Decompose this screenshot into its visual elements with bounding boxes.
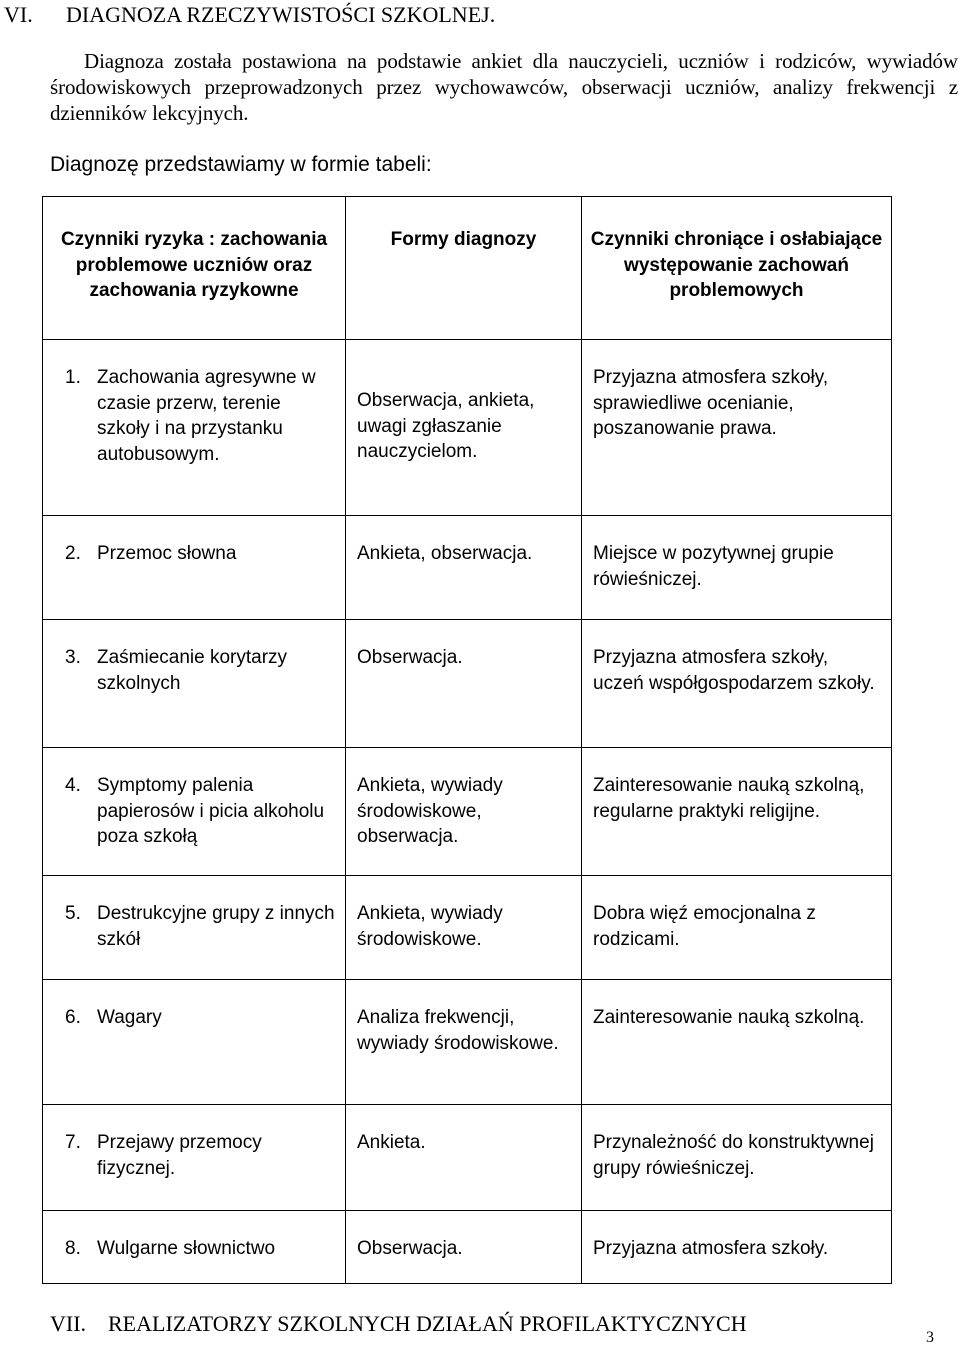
row-number: 7.: [65, 1132, 81, 1153]
next-section-heading: [50, 1311, 747, 1337]
row-number: 4.: [65, 775, 81, 796]
protect-cell: [582, 516, 892, 620]
risk-cell: [43, 876, 346, 980]
form-text: Ankieta, obserwacja.: [357, 543, 533, 564]
form-cell: [346, 620, 582, 748]
risk-cell: [43, 340, 346, 516]
protect-cell: [582, 876, 892, 980]
form-text: Obserwacja.: [357, 1238, 463, 1259]
form-cell: [346, 876, 582, 980]
form-text: Obserwacja, ankieta, uwagi zgłaszanie nauczycielom.: [357, 390, 535, 462]
diagnosis-table: [42, 196, 892, 1284]
row-number: 8.: [65, 1238, 81, 1259]
risk-text: Wulgarne słownictwo: [97, 1238, 276, 1259]
row-number: 1.: [65, 367, 81, 388]
risk-cell: [43, 980, 346, 1105]
header-protective-factors: Czynniki chroniące i osłabiające występowanie zachowań problemowych: [582, 197, 892, 340]
risk-text: Zachowania agresywne w czasie przerw, terenie szkoły i na przystanku autobusowym.: [97, 367, 316, 465]
protect-text: Zainteresowanie nauką szkolną, regularne praktyki religijne.: [593, 775, 865, 822]
next-section-title: REALIZATORZY SZKOLNYCH DZIAŁAŃ PROFILAKTYCZNYCH: [108, 1311, 747, 1336]
protect-cell: [582, 620, 892, 748]
risk-text: Zaśmiecanie korytarzy szkolnych: [97, 647, 288, 694]
page-number: 3: [926, 1329, 934, 1346]
section-heading: [4, 2, 495, 28]
protect-text: Dobra więź emocjonalna z rodzicami.: [593, 903, 816, 950]
form-text: Obserwacja.: [357, 647, 463, 668]
table-row: [43, 340, 892, 516]
protect-cell: [582, 1105, 892, 1211]
form-text: Ankieta.: [357, 1132, 426, 1153]
table-row: [43, 620, 892, 748]
risk-cell: [43, 1105, 346, 1211]
protect-text: Przyjazna atmosfera szkoły.: [593, 1238, 829, 1259]
protect-cell: [582, 980, 892, 1105]
risk-cell: [43, 748, 346, 876]
section-number: VI.: [4, 2, 33, 27]
table-row: [43, 980, 892, 1105]
table-row: [43, 1105, 892, 1211]
header-risk-factors: Czynniki ryzyka : zachowania problemowe uczniów oraz zachowania ryzykowne: [43, 197, 346, 340]
row-number: 3.: [65, 647, 81, 668]
form-cell: [346, 980, 582, 1105]
form-cell: [346, 340, 582, 516]
protect-text: Przyjazna atmosfera szkoły, uczeń współgospodarzem szkoły.: [593, 647, 875, 694]
risk-cell: [43, 516, 346, 620]
risk-text: Symptomy palenia papierosów i picia alkoholu poza szkołą: [97, 775, 325, 847]
protect-cell: [582, 340, 892, 516]
protect-cell: [582, 748, 892, 876]
row-number: 2.: [65, 543, 81, 564]
risk-text: Przemoc słowna: [97, 543, 237, 564]
protect-text: Przyjazna atmosfera szkoły, sprawiedliwe ocenianie, poszanowanie prawa.: [593, 367, 829, 439]
protect-text: Miejsce w pozytywnej grupie rówieśniczej.: [593, 543, 834, 590]
risk-text: Wagary: [97, 1007, 162, 1028]
form-cell: [346, 516, 582, 620]
row-number: 6.: [65, 1007, 81, 1028]
form-text: Ankieta, wywiady środowiskowe, obserwacja.: [357, 775, 503, 847]
section-title: DIAGNOZA RZECZYWISTOŚCI SZKOLNEJ.: [66, 2, 496, 27]
form-cell: [346, 1105, 582, 1211]
risk-text: Destrukcyjne grupy z innych szkół: [97, 903, 335, 950]
table-row: [43, 876, 892, 980]
table-row: [43, 516, 892, 620]
form-text: Ankieta, wywiady środowiskowe.: [357, 903, 503, 950]
row-number: 5.: [65, 903, 81, 924]
table-intro: Diagnozę przedstawiamy w formie tabeli:: [50, 153, 432, 176]
form-cell: [346, 748, 582, 876]
next-section-number: VII.: [50, 1311, 87, 1336]
protect-cell: [582, 1211, 892, 1284]
protect-text: Zainteresowanie nauką szkolną.: [593, 1007, 865, 1028]
intro-paragraph: Diagnoza została postawiona na podstawie ankiet dla nauczycieli, uczniów i rodziców, wywiadów środowiskowych przeprowadzonych przez wychowawców, obserwacji uczniów, analizy frekwencji z dzienników lekcyjnych.: [50, 49, 958, 125]
risk-text: Przejawy przemocy fizycznej.: [97, 1132, 262, 1179]
table-row: [43, 748, 892, 876]
table-header-row: [43, 197, 892, 340]
protect-text: Przynależność do konstruktywnej grupy rówieśniczej.: [593, 1132, 874, 1179]
form-cell: [346, 1211, 582, 1284]
form-text: Analiza frekwencji, wywiady środowiskowe.: [357, 1007, 559, 1054]
risk-cell: [43, 620, 346, 748]
header-diagnosis-forms: Formy diagnozy: [346, 197, 582, 340]
table-row: [43, 1211, 892, 1284]
risk-cell: [43, 1211, 346, 1284]
